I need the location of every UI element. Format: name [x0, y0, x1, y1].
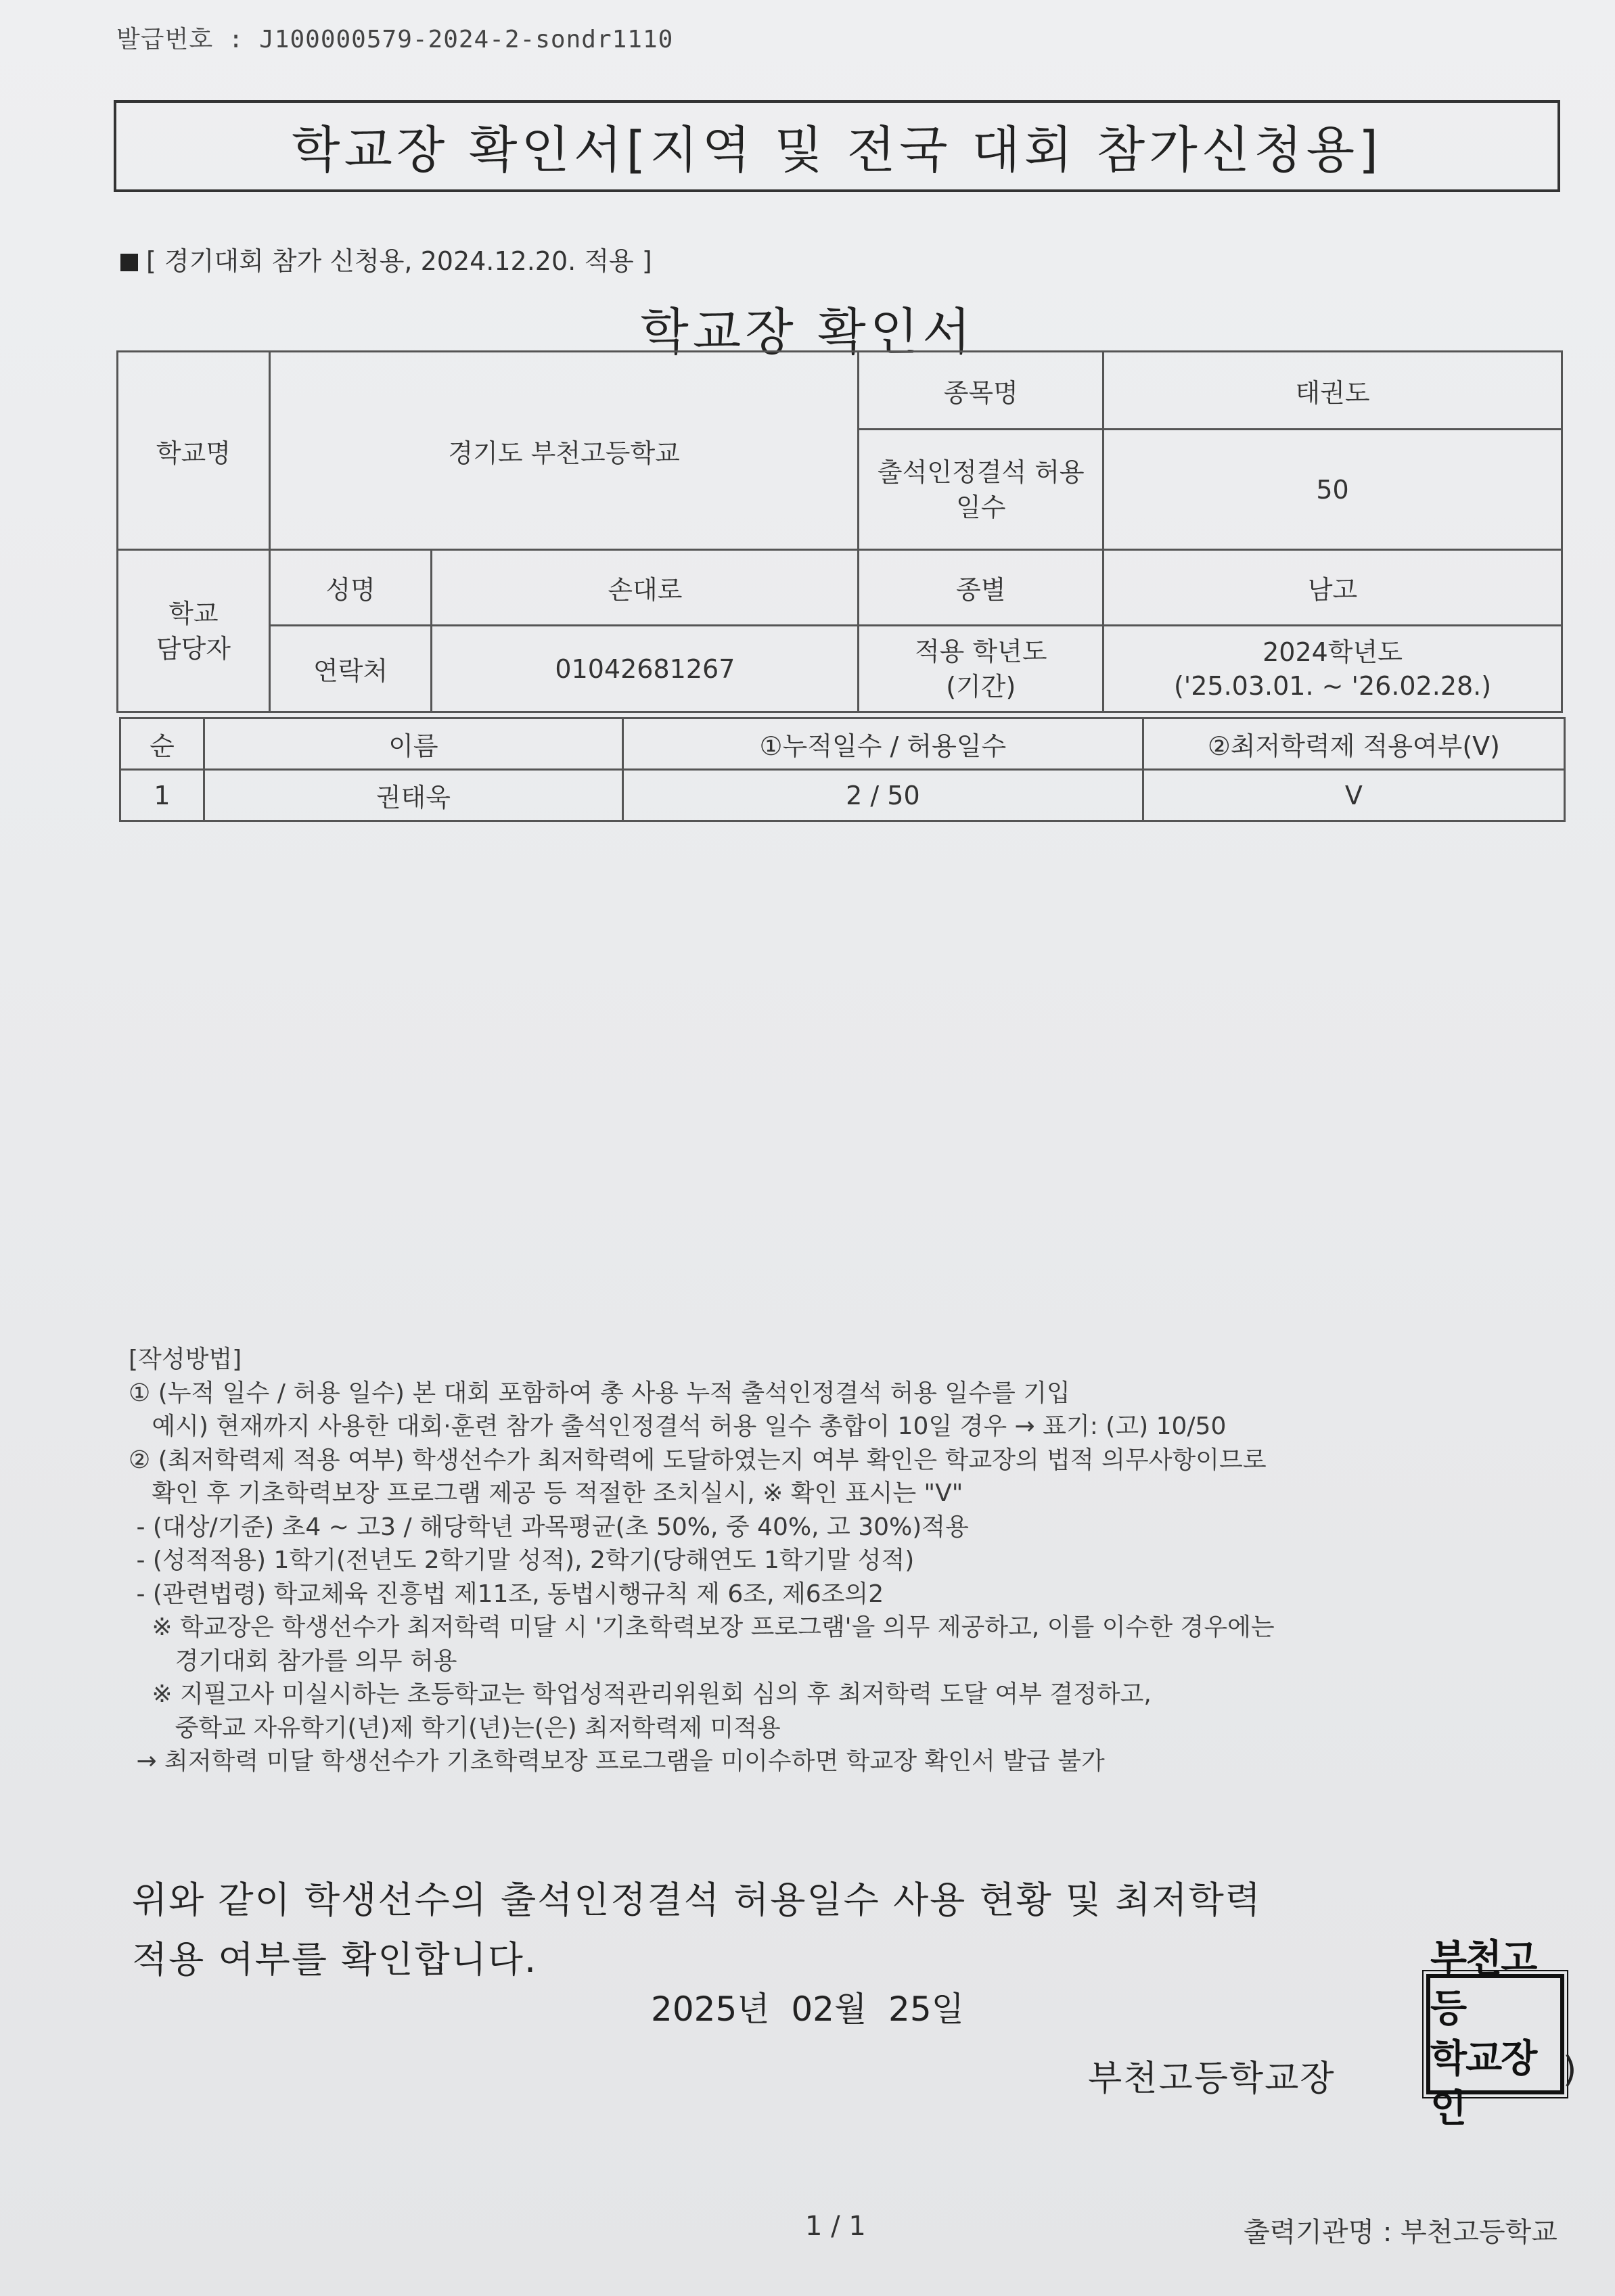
header-name: 이름: [204, 718, 622, 770]
notes-line: - (성적적용) 1학기(전년도 2학기말 성적), 2학기(당해연도 1학기말 성적): [129, 1546, 915, 1574]
closing-paren: ): [1563, 2050, 1577, 2090]
document-title: 학교장 확인서[지역 및 전국 대회 참가신청용]: [291, 121, 1383, 179]
seal-line: 부천고등: [1430, 1937, 1537, 2031]
issuing-institution: 출력기관명 : 부천고등학교: [1244, 2217, 1557, 2248]
square-bullet-icon: [120, 254, 138, 271]
issue-number: 발급번호 : J100000579-2024-2-sondr1110: [116, 26, 674, 53]
writing-instructions: [129, 1343, 1275, 1778]
school-info-table: [116, 350, 1563, 713]
notes-line: 확인 후 기초학력보장 프로그램 제공 등 적절한 조치실시, ※ 확인 표시는 "V": [129, 1479, 963, 1507]
name-label: 성명: [269, 550, 432, 626]
notes-line: ② (최저학력제 적용 여부) 학생선수가 최저학력에 도달하였는지 여부 확인은 학교장의 법적 의무사항이므로: [129, 1446, 1267, 1474]
row-no: 1: [120, 770, 204, 821]
row-min-academic: V: [1143, 770, 1564, 821]
sub-note: [120, 240, 652, 277]
school-year-period: ('25.03.01. ~ '26.02.28.): [1173, 670, 1492, 701]
principal-title: 부천고등학교장: [1088, 2059, 1336, 2099]
notes-line: - (대상/기준) 초4 ~ 고3 / 해당학년 과목평균(초 50%, 중 40%, 고 30%)적용: [129, 1513, 969, 1541]
notes-line: ※ 지필고사 미실시하는 초등학교는 학업성적관리위원회 심의 후 최저학력 도달 여부 결정하고,: [129, 1680, 1152, 1708]
notes-line: - (관련법령) 학교체육 진흥법 제11조, 동법시행규칙 제 6조, 제6조의2: [129, 1580, 884, 1608]
seal-line: 학교장인: [1430, 2037, 1537, 2131]
header-days: ①누적일수 / 허용일수: [622, 718, 1143, 770]
school-name: 경기도 부천고등학교: [269, 352, 859, 550]
header-no: 순: [120, 718, 204, 770]
category-label: 종별: [859, 550, 1104, 626]
school-name-label: 학교명: [118, 352, 270, 550]
notes-line: 예시) 현재까지 사용한 대회·훈련 참가 출석인정결석 허용 일수 총합이 10일 경우 → 표기: (고) 10/50: [129, 1413, 1227, 1440]
contact: 01042681267: [432, 626, 859, 712]
allowed-days: 50: [1104, 430, 1562, 550]
confirmation-line: 적용 여부를 확인합니다.: [132, 1938, 538, 1981]
notes-line: ※ 학교장은 학생선수가 최저학력 미달 시 '기초학력보장 프로그램'을 의무 제공하고, 이를 이수한 경우에는: [129, 1613, 1275, 1641]
notes-line: 중학교 자유학기(년)제 학기(년)는(은) 최저학력제 미적용: [129, 1714, 781, 1742]
row-name: 권태욱: [204, 770, 622, 821]
issue-date: 2025년 02월 25일: [651, 1990, 964, 2029]
table-row: [120, 770, 1565, 821]
sub-note-text: [ 경기대회 참가 신청용, 2024.12.20. 적용 ]: [146, 246, 652, 276]
form-heading: 학교장 확인서: [640, 303, 975, 361]
confirmation-statement: [132, 1870, 1262, 1990]
confirmation-line: 위와 같이 학생선수의 출석인정결석 허용일수 사용 현황 및 최저학력: [132, 1879, 1262, 1921]
student-table-header: [120, 718, 1565, 770]
student-table: [119, 717, 1566, 822]
document-title-box: [114, 100, 1560, 192]
notes-line: 경기대회 참가를 의무 허용: [129, 1647, 457, 1675]
contact-label: 연락처: [269, 626, 432, 712]
year-label: 적용 학년도 (기간): [859, 626, 1104, 712]
header-min-academic: ②최저학력제 적용여부(V): [1143, 718, 1564, 770]
notes-line: ① (누적 일수 / 허용 일수) 본 대회 포함하여 총 사용 누적 출석인정결석 허용 일수를 기입: [129, 1379, 1070, 1407]
allowed-days-label: 출석인정결석 허용 일수: [859, 430, 1104, 550]
notes-line: [작성방법]: [129, 1346, 242, 1373]
category: 남고: [1104, 550, 1562, 626]
official-seal-stamp: [1426, 1937, 1564, 2131]
page-number: 1 / 1: [805, 2211, 866, 2242]
notes-line: → 최저학력 미달 학생선수가 기초학력보장 프로그램을 미이수하면 학교장 확인서 발급 불가: [129, 1747, 1105, 1775]
manager-name: 손대로: [432, 550, 859, 626]
row-days: 2 / 50: [622, 770, 1143, 821]
manager-label: 학교 담당자: [118, 550, 270, 712]
school-year-cell: [1104, 626, 1562, 712]
school-year: 2024학년도: [1263, 637, 1403, 667]
sport-label: 종목명: [859, 352, 1104, 430]
sport: 태권도: [1104, 352, 1562, 430]
